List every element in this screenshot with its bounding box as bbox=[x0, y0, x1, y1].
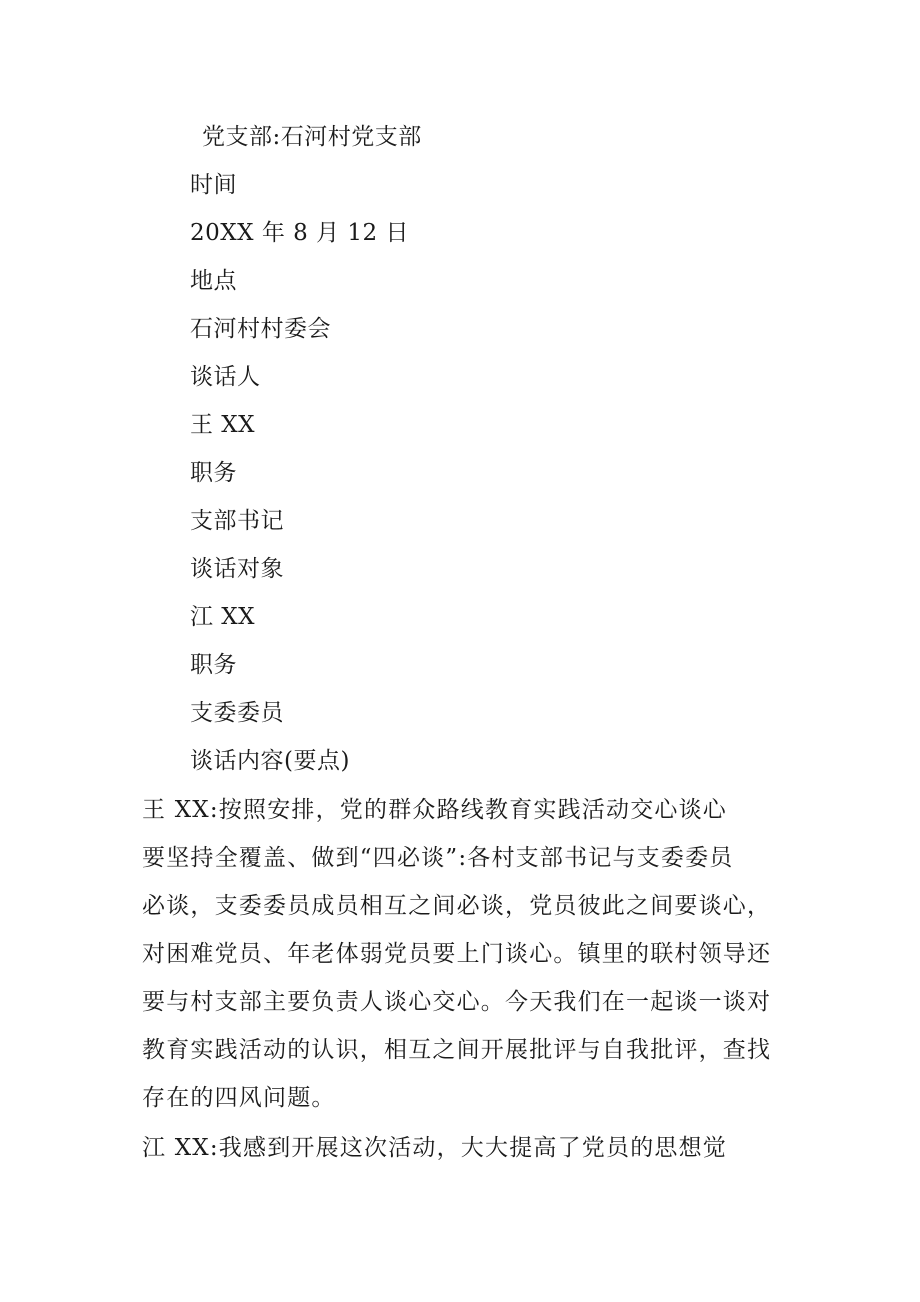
paragraph1-line-6: 教育实践活动的认识，相互之间开展批评与自我批评，查找 bbox=[142, 1037, 772, 1063]
paragraph1-line-2: 要坚持全覆盖、做到“四必谈”:各村支部书记与支委委员 bbox=[142, 845, 734, 871]
paragraph1-line-7: 存在的四风问题。 bbox=[142, 1085, 336, 1111]
field-content-label: 谈话内容(要点) bbox=[190, 748, 350, 774]
party-branch-line: 党支部:石河村党支部 bbox=[202, 124, 422, 150]
field-interviewee-position-value: 支委委员 bbox=[190, 700, 284, 726]
field-location-label: 地点 bbox=[190, 268, 237, 294]
field-speaker-position-value: 支部书记 bbox=[190, 508, 284, 534]
field-speaker-label: 谈话人 bbox=[190, 364, 261, 390]
paragraph1-line-5: 要与村支部主要负责人谈心交心。今天我们在一起谈一谈对 bbox=[142, 989, 772, 1015]
field-interviewee-label: 谈话对象 bbox=[190, 556, 284, 582]
field-time-label: 时间 bbox=[190, 172, 237, 198]
field-interviewee-value: 江 XX bbox=[190, 604, 256, 630]
field-time-value: 20XX 年 8 月 12 日 bbox=[190, 220, 409, 246]
field-interviewee-position-label: 职务 bbox=[190, 652, 237, 678]
field-speaker-value: 王 XX bbox=[190, 412, 256, 438]
paragraph1-line-1: 王 XX:按照安排，党的群众路线教育实践活动交心谈心 bbox=[142, 797, 728, 823]
paragraph1-line-4: 对困难党员、年老体弱党员要上门谈心。镇里的联村领导还 bbox=[142, 941, 772, 967]
paragraph1-line-3: 必谈，支委委员成员相互之间必谈，党员彼此之间要谈心， bbox=[142, 893, 772, 919]
field-location-value: 石河村村委会 bbox=[190, 316, 331, 342]
field-speaker-position-label: 职务 bbox=[190, 460, 237, 486]
paragraph2-line-1: 江 XX:我感到开展这次活动，大大提高了党员的思想觉 bbox=[142, 1135, 728, 1161]
